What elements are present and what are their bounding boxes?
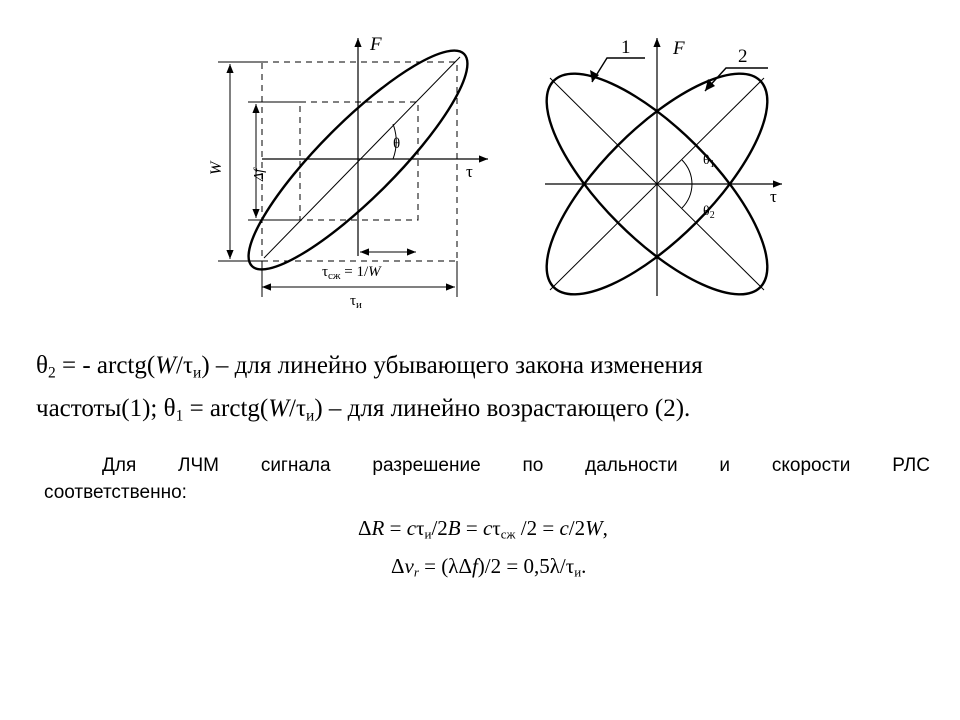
curve-2-label: 2 xyxy=(738,46,748,67)
left-theta-label: θ xyxy=(393,136,401,152)
tau-pulse-label: $\tau_и$ xyxy=(350,293,362,311)
left-f-axis-label: F xyxy=(370,34,382,55)
angle-description-paragraph xyxy=(36,344,936,430)
left-tau-axis-label: τ xyxy=(466,162,473,181)
right-f-axis-label: F xyxy=(673,38,685,59)
angle-line-1: $\theta_2$ = - $arctg(W/\tau_и)$ – для линейно убывающего закона изменения xyxy=(36,352,703,382)
right-ambiguity-diagram xyxy=(515,38,799,320)
curve-1-label: 1 xyxy=(621,37,631,58)
resolution-paragraph xyxy=(44,452,930,506)
range-resolution-formula: $\Delta R = c\tau_и/2B = c\tau_{сж}$ /2 = c/2W, xyxy=(358,516,608,542)
diagram-canvas xyxy=(0,0,960,320)
outer-dashed-box xyxy=(262,62,457,261)
theta1-label: $\theta_1$ xyxy=(703,153,715,170)
theta2-label: $\theta_2$ xyxy=(703,204,715,221)
left-figure-labels xyxy=(208,34,473,311)
angle-line-2: частоты(1); $\theta_1$ = $arctg(W/\tau_и)$ – для линейно возрастающего (2). xyxy=(36,395,691,425)
right-figure-labels xyxy=(621,37,777,221)
right-tau-axis-label: τ xyxy=(770,187,777,206)
w-label: W xyxy=(208,161,225,175)
theta2-arc xyxy=(682,184,692,208)
diagonal-line xyxy=(264,57,460,258)
theta1-arc xyxy=(682,160,692,184)
tau-comp-label: $\tau_{сж} = 1/W$ xyxy=(322,264,381,282)
resolution-line-2: соответственно: xyxy=(44,482,187,503)
resolution-line-1: Для ЛЧМ сигнала разрешение по дальности и скорости РЛС xyxy=(102,455,930,476)
left-ambiguity-diagram xyxy=(218,27,491,297)
delta-f-label: Δf xyxy=(252,168,267,181)
velocity-resolution-formula: $\Delta v_r = (\lambda\Delta f)/2 = 0,5\lambda/\tau_и$. xyxy=(391,554,587,580)
